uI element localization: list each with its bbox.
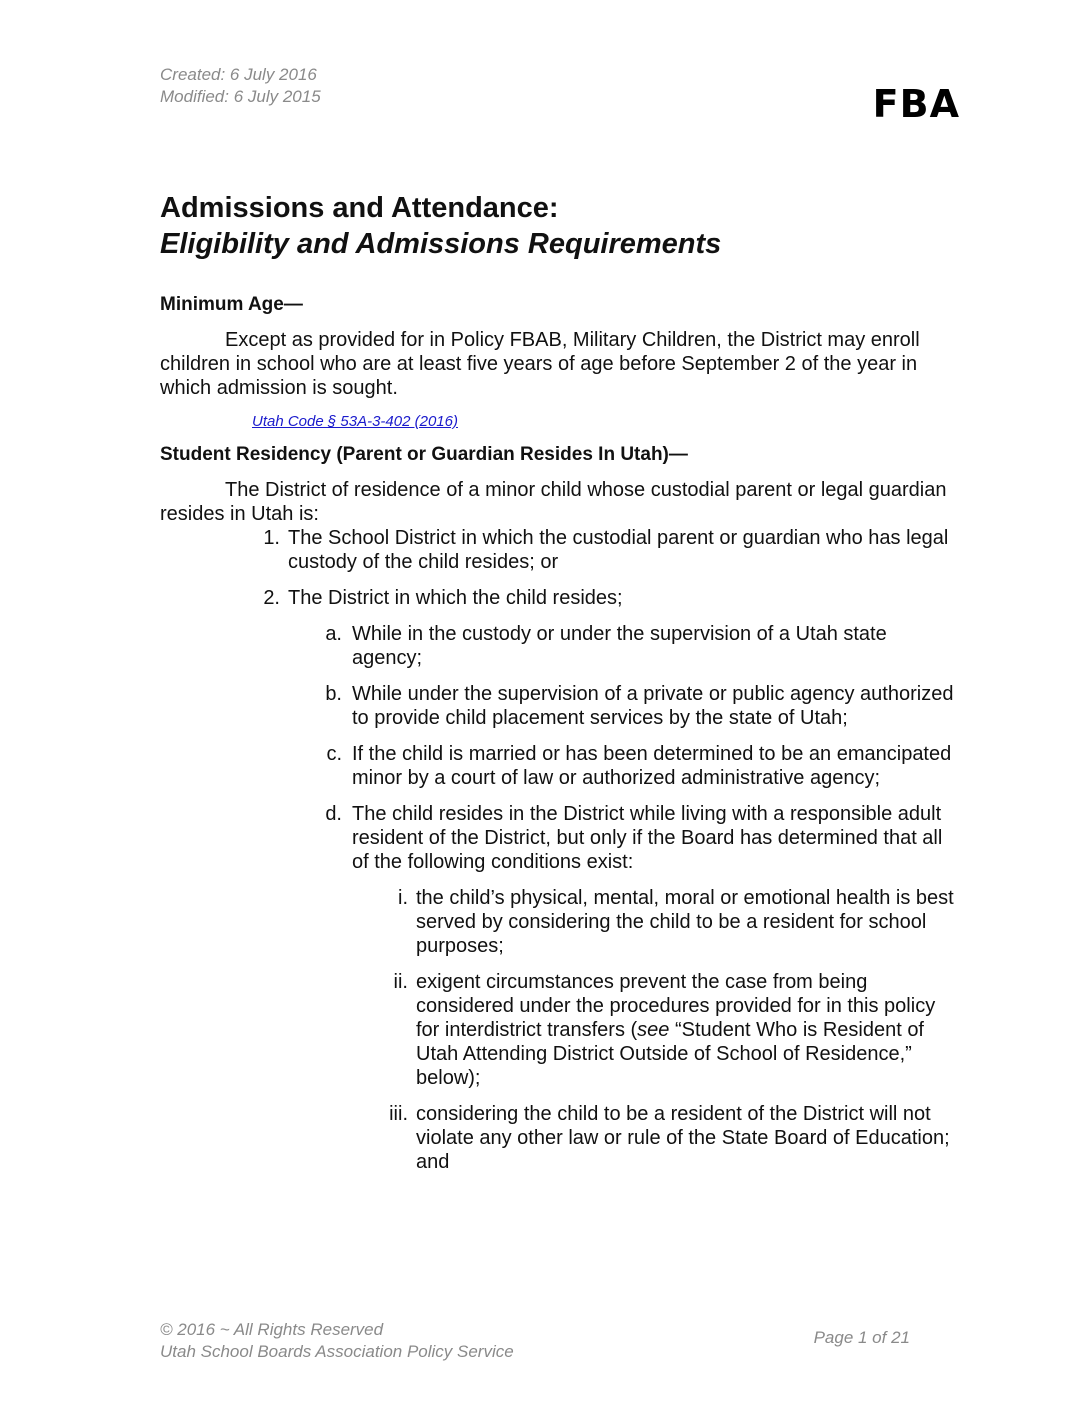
document-metadata (160, 64, 321, 108)
section-paragraph: The District of residence of a minor child whose custodial parent or legal guardian resides in Utah is: (160, 479, 947, 525)
list-item-text-before: exigent circumstances prevent the case from being considered under the procedures provided for in this policy for interdistrict transfers ( (416, 971, 936, 1041)
list-item (160, 682, 960, 730)
citation-link[interactable]: Utah Code § 53A-3-402 (2016) (252, 413, 458, 430)
list-item-text (416, 971, 935, 1089)
list-item (160, 886, 960, 958)
list-item-text-after: “Student Who is Resident of Utah Attending District Outside of School of Residence,” below); (416, 1019, 924, 1089)
lettered-list (160, 622, 960, 1174)
section-heading: Minimum Age— (160, 294, 303, 315)
list-marker: b. (325, 683, 342, 705)
footer-copyright: © 2016 ~ All Rights Reserved (160, 1320, 384, 1339)
document-body (160, 293, 960, 1186)
list-marker: 2. (263, 587, 280, 609)
list-marker: c. (326, 743, 342, 765)
list-item-text: The District in which the child resides; (288, 587, 623, 609)
list-item (160, 802, 960, 1174)
list-marker: a. (325, 623, 342, 645)
list-marker: 1. (263, 527, 280, 549)
section-student-residency (160, 443, 960, 1174)
roman-list (160, 886, 960, 1174)
modified-date: Modified: 6 July 2015 (160, 87, 321, 106)
title-main: Admissions and Attendance: (160, 192, 559, 224)
see-emphasis: see (637, 1019, 670, 1041)
list-item-text: While under the supervision of a private or public agency authorized to provide child placement services by the state of Utah; (352, 683, 954, 729)
list-item-text: While in the custody or under the supervision of a Utah state agency; (352, 623, 887, 669)
footer-copyright-block (160, 1319, 514, 1363)
list-item (160, 526, 960, 574)
list-marker: iii. (389, 1103, 408, 1125)
list-item (160, 622, 960, 670)
policy-code: FBA (872, 82, 960, 126)
page-number: Page 1 of 21 (813, 1328, 910, 1347)
created-date: Created: 6 July 2016 (160, 65, 317, 84)
list-item-text: the child’s physical, mental, moral or emotional health is best served by considering the child to be a resident for school purposes; (416, 887, 954, 957)
list-marker: d. (325, 803, 342, 825)
list-item-text: The child resides in the District while living with a responsible adult resident of the District, but only if the Board has determined that all of the following conditions exist: (352, 803, 943, 873)
list-item (160, 970, 960, 1090)
list-item (160, 586, 960, 1174)
citation (252, 410, 960, 434)
list-item-text: The School District in which the custodial parent or guardian who has legal custody of the child resides; or (288, 527, 949, 573)
list-item (160, 742, 960, 790)
list-marker: ii. (393, 971, 408, 993)
list-item-text: If the child is married or has been determined to be an emancipated minor by a court of law or authorized administrative agency; (352, 743, 952, 789)
list-marker: i. (398, 887, 408, 909)
section-minimum-age (160, 293, 960, 434)
section-heading: Student Residency (Parent or Guardian Resides In Utah)— (160, 444, 688, 465)
numbered-list (160, 526, 960, 1174)
title-subtitle: Eligibility and Admissions Requirements (160, 228, 722, 260)
list-item (160, 1102, 960, 1174)
list-item-text: considering the child to be a resident of the District will not violate any other law or rule of the State Board of Education; and (416, 1103, 950, 1173)
footer-publisher: Utah School Boards Association Policy Service (160, 1342, 514, 1361)
page-title (160, 190, 721, 262)
section-paragraph: Except as provided for in Policy FBAB, Military Children, the District may enroll children in school who are at least five years of age before September 2 of the year in which admission is sought. (160, 329, 920, 399)
